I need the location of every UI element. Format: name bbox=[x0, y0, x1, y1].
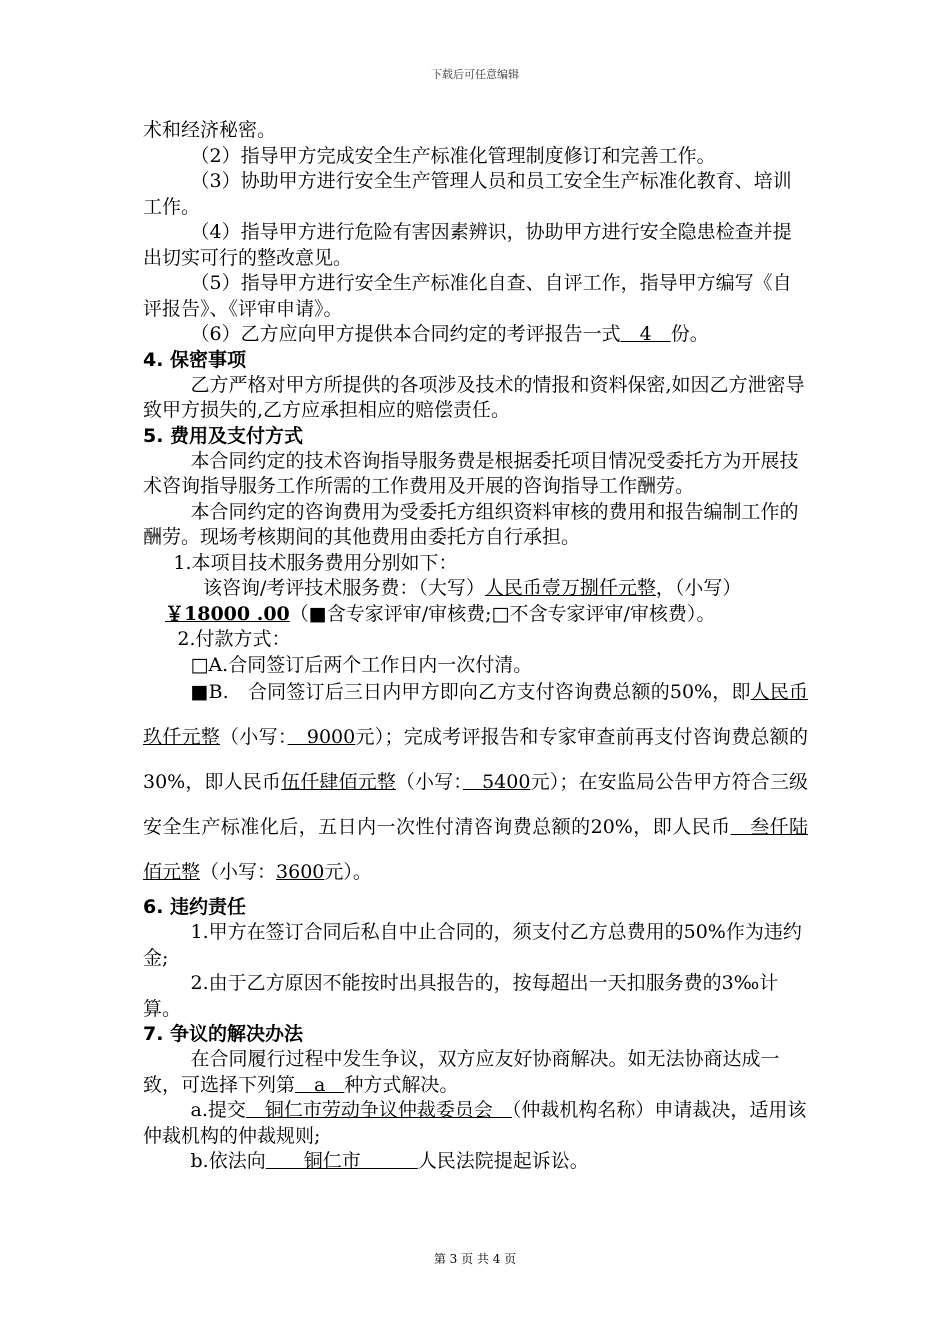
fee-mid: ，（小写） bbox=[655, 577, 742, 599]
section5-title: 5. 费用及支付方式 bbox=[143, 424, 304, 447]
payment-option-b bbox=[143, 670, 808, 895]
pay-b-text-1: ■B. 合同签订后三日内甲方即向乙方支付咨询费总额的50%，即 bbox=[190, 681, 751, 703]
dispute-option-a bbox=[143, 1098, 808, 1149]
pay-b-text-7: 元）。 bbox=[324, 861, 372, 883]
fee-uppercase-amount: 人民币壹万捌仟元整 bbox=[484, 577, 656, 599]
section6-paragraph-2: 2.由于乙方原因不能按时出具报告的，按每超出一天扣服务费的3‰计算。 bbox=[143, 972, 779, 1020]
option-b-prefix: b.依法向 bbox=[190, 1150, 266, 1172]
section3-item-5: （5）指导甲方进行安全生产标准化自查、自评工作，指导甲方编写《自评报告》、《评审申请》。 bbox=[143, 272, 792, 320]
pay-b-text-4: （小写： bbox=[395, 771, 463, 793]
section5-paragraph-2: 本合同约定的咨询费用为受委托方组织资料审核的费用和报告编制工作的酬劳。现场考核期间的其他费用由委托方自行承担。 bbox=[143, 500, 799, 548]
dispute-choice: a bbox=[295, 1073, 345, 1096]
pay-b-text-3: 元）；完成考评报告和专家审查前再支付咨询费总额的30%，即人民币 bbox=[143, 726, 808, 793]
pay-b-number-3: 3600 bbox=[276, 861, 325, 883]
section3-item-6 bbox=[143, 322, 808, 348]
pay-b-amount-3: 叁仟陆佰元整 bbox=[143, 816, 808, 883]
section3-item-4: （4）指导甲方进行危险有害因素辨识，协助甲方进行安全隐患检查并提出切实可行的整改意见。 bbox=[143, 221, 792, 269]
pay-b-text-2: （小写： bbox=[220, 726, 288, 748]
fee-label: 该咨询/考评技术服务费：（大写） bbox=[203, 577, 485, 599]
section5-paragraph-1: 本合同约定的技术咨询指导服务费是根据委托项目情况受委托方为开展技术咨询指导服务工作所需的工作费用及开展的咨询指导工作酬劳。 bbox=[143, 449, 799, 497]
dispute-option-b bbox=[143, 1149, 808, 1175]
section7-title: 7. 争议的解决办法 bbox=[143, 1023, 304, 1045]
section3-continuation: 术和经济秘密。 bbox=[143, 119, 277, 141]
section3-item-3: （3）协助甲方进行安全生产管理人员和员工安全生产标准化教育、培训工作。 bbox=[143, 170, 792, 218]
section6-title: 6. 违约责任 bbox=[143, 896, 247, 918]
report-count: 4 bbox=[620, 323, 671, 345]
section4-title: 4. 保密事项 bbox=[143, 348, 247, 371]
section7-paragraph bbox=[143, 1047, 808, 1098]
pay-b-number-1: 9000 bbox=[287, 726, 356, 748]
arbitration-org: 铜仁市劳动争议仲裁委员会 bbox=[245, 1099, 512, 1121]
fee-paragraph bbox=[143, 576, 808, 627]
section7-suffix: 种方式解决。 bbox=[344, 1073, 459, 1096]
section7-text: 在合同履行过程中发生争议，双方应友好协商解决。如无法协商达成一致，可选择下列第 bbox=[143, 1048, 780, 1096]
fee-lowercase-amount: ￥18000 .00 bbox=[165, 602, 290, 625]
option-a-prefix: a.提交 bbox=[190, 1099, 246, 1121]
pay-b-amount-1: 人民币玖仟元整 bbox=[143, 681, 808, 748]
item6-suffix: 份。 bbox=[670, 323, 709, 345]
pay-b-text-6: （小写： bbox=[200, 861, 277, 883]
fee-note: （■含专家评审/审核费;□不含专家评审/审核费）。 bbox=[289, 602, 716, 625]
fee-title: 1.本项目技术服务费用分别如下： bbox=[173, 551, 458, 574]
page-header: 下载后可任意编辑 bbox=[431, 68, 519, 81]
option-a-suffix: （仲裁机构名称）申请裁决，适用该仲裁机构的仲裁规则; bbox=[143, 1099, 807, 1147]
court-name: 铜仁市 bbox=[265, 1150, 418, 1172]
pay-b-number-2: 5400 bbox=[462, 771, 531, 793]
payment-option-a: □A.合同签订后两个工作日内一次付清。 bbox=[190, 653, 533, 676]
document-body bbox=[143, 118, 808, 1175]
section4-paragraph: 乙方严格对甲方所提供的各项涉及技术的情报和资料保密,如因乙方泄密导致甲方损失的,乙方应承担相应的赔偿责任。 bbox=[143, 373, 805, 421]
page-footer: 第 3 页 共 4 页 bbox=[433, 1252, 517, 1266]
item6-text: （6）乙方应向甲方提供本合同约定的考评报告一式 bbox=[190, 323, 621, 345]
pay-b-text-5: 元）；在安监局公告甲方符合三级安全生产标准化后，五日内一次性付清咨询费总额的20%，即人民币 bbox=[143, 771, 808, 838]
section3-item-2: （2）指导甲方完成安全生产标准化管理制度修订和完善工作。 bbox=[190, 144, 716, 167]
option-b-suffix: 人民法院提起诉讼。 bbox=[417, 1150, 589, 1172]
pay-b-amount-2: 伍仟肆佰元整 bbox=[281, 771, 396, 793]
section6-paragraph-1: 1.甲方在签订合同后私自中止合同的，须支付乙方总费用的50%作为违约金; bbox=[143, 921, 802, 969]
payment-title: 2.付款方式： bbox=[177, 628, 291, 650]
